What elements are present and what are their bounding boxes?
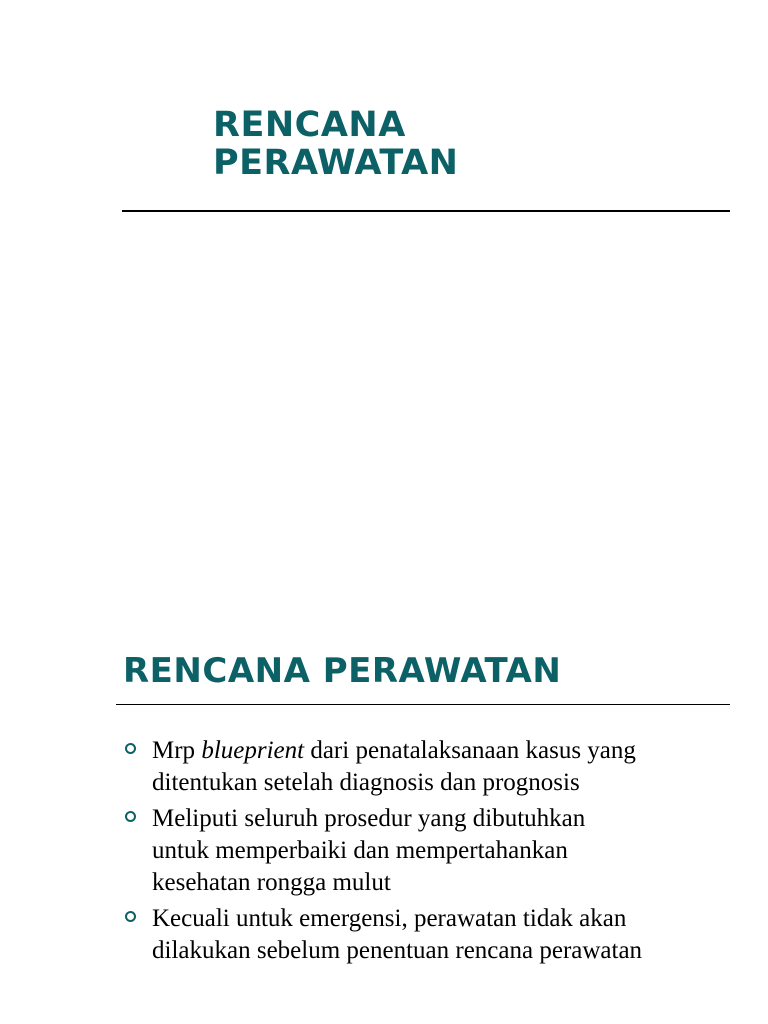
bullet-1-line-2: ditentukan setelah diagnosis dan prognosis [152, 769, 580, 796]
hollow-circle-bullet-icon [125, 911, 136, 922]
bullet-2-line-2: untuk memperbaiki dan mempertahankan [152, 837, 568, 864]
bullet-item-scope [125, 803, 765, 899]
bullet-1-italic-term: blueprient [201, 737, 305, 764]
bullet-list [125, 735, 765, 971]
slide-2-title: RENCANA PERAWATAN [123, 651, 562, 691]
slide-1-divider [122, 210, 730, 212]
bullet-item-definition [125, 735, 765, 799]
bullet-2-line-1: Meliputi seluruh prosedur yang dibutuhkan [152, 805, 586, 832]
bullet-1-line-1-suffix: dari penatalaksanaan kasus yang [304, 737, 636, 764]
hollow-circle-bullet-icon [125, 811, 136, 822]
bullet-1-line-1-prefix: Mrp [152, 737, 202, 764]
slide-1-title [213, 106, 633, 182]
slide-2-divider [116, 704, 730, 705]
bullet-2-line-3: kesehatan rongga mulut [152, 869, 391, 896]
bullet-3-line-2: dilakukan sebelum penentuan rencana perawatan [152, 937, 643, 964]
hollow-circle-bullet-icon [125, 743, 136, 754]
bullet-1-line-1 [152, 735, 765, 767]
slide-1-title-line-2: PERAWATAN [213, 143, 459, 183]
bullet-item-exception [125, 903, 765, 967]
bullet-3-line-1: Kecuali untuk emergensi, perawatan tidak akan [152, 905, 627, 932]
slide-1-title-line-1: RENCANA [213, 105, 406, 145]
